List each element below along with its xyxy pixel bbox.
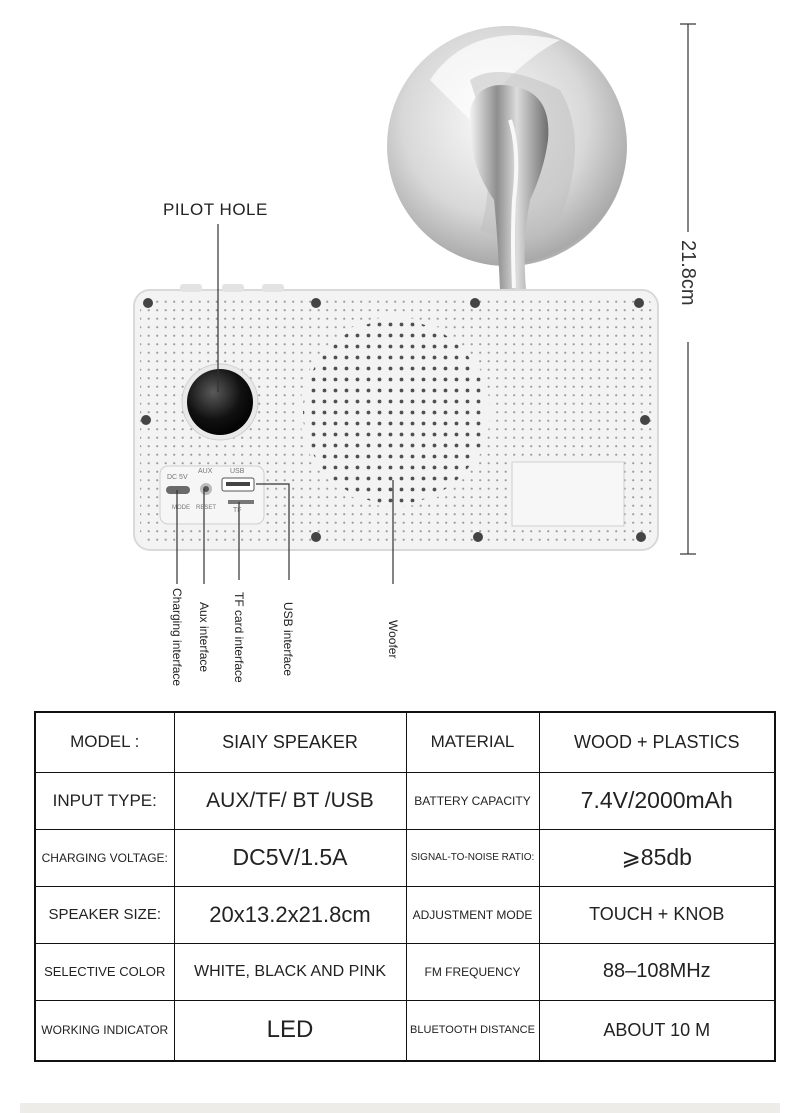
spec-value: ABOUT 10 M xyxy=(539,1000,775,1061)
spec-key: CHARGING VOLTAGE: xyxy=(35,829,174,886)
spec-value: 7.4V/2000mAh xyxy=(539,772,775,829)
table-row xyxy=(35,712,775,772)
spec-key: BATTERY CAPACITY xyxy=(406,772,539,829)
spec-key: INPUT TYPE: xyxy=(35,772,174,829)
table-row xyxy=(35,943,775,1000)
spec-key: SPEAKER SIZE: xyxy=(35,886,174,943)
spec-value: DC5V/1.5A xyxy=(174,829,406,886)
panel-usb-label: USB xyxy=(230,468,245,475)
spec-key: WORKING INDICATOR xyxy=(35,1000,174,1061)
spec-key: ADJUSTMENT MODE xyxy=(406,886,539,943)
spec-value: 20x13.2x21.8cm xyxy=(174,886,406,943)
pilot-hole-label: PILOT HOLE xyxy=(163,200,268,219)
table-row xyxy=(35,886,775,943)
pilot-hole-knob xyxy=(187,369,253,435)
tf-interface-label: TF card interface xyxy=(232,592,246,683)
usb-interface-label: USB interface xyxy=(281,602,295,677)
spec-value: WHITE, BLACK AND PINK xyxy=(174,943,406,1000)
bottom-strip xyxy=(20,1103,780,1113)
woofer-label: Woofer xyxy=(386,620,400,659)
charging-interface-label: Charging interface xyxy=(170,588,184,687)
panel-reset-label: RESET xyxy=(196,505,217,511)
table-row xyxy=(35,1000,775,1061)
panel-tf-label: TF xyxy=(233,507,242,514)
table-row xyxy=(35,772,775,829)
spec-key: FM FREQUENCY xyxy=(406,943,539,1000)
spec-key: MODEL : xyxy=(35,712,174,772)
horn xyxy=(387,26,627,290)
spec-key: SELECTIVE COLOR xyxy=(35,943,174,1000)
spec-value: TOUCH + KNOB xyxy=(539,886,775,943)
spec-key: MATERIAL xyxy=(406,712,539,772)
spec-value: WOOD + PLASTICS xyxy=(539,712,775,772)
dimension-label: 21.8cm xyxy=(677,240,699,306)
panel-aux-label: AUX xyxy=(198,468,213,475)
display-window xyxy=(512,462,624,526)
aux-interface-label: Aux interface xyxy=(197,602,211,673)
spec-key: SIGNAL-TO-NOISE RATIO: xyxy=(406,829,539,886)
spec-value: LED xyxy=(174,1000,406,1061)
spec-value: 88–108MHz xyxy=(539,943,775,1000)
spec-table xyxy=(34,711,776,1062)
spec-key: BLUETOOTH DISTANCE xyxy=(406,1000,539,1061)
spec-value: ⩾85db xyxy=(539,829,775,886)
spec-value: AUX/TF/ BT /USB xyxy=(174,772,406,829)
table-row xyxy=(35,829,775,886)
panel-mode-label: MODE xyxy=(172,505,190,511)
spec-value: SIAIY SPEAKER xyxy=(174,712,406,772)
panel-dc-label: DC 5V xyxy=(167,474,188,481)
